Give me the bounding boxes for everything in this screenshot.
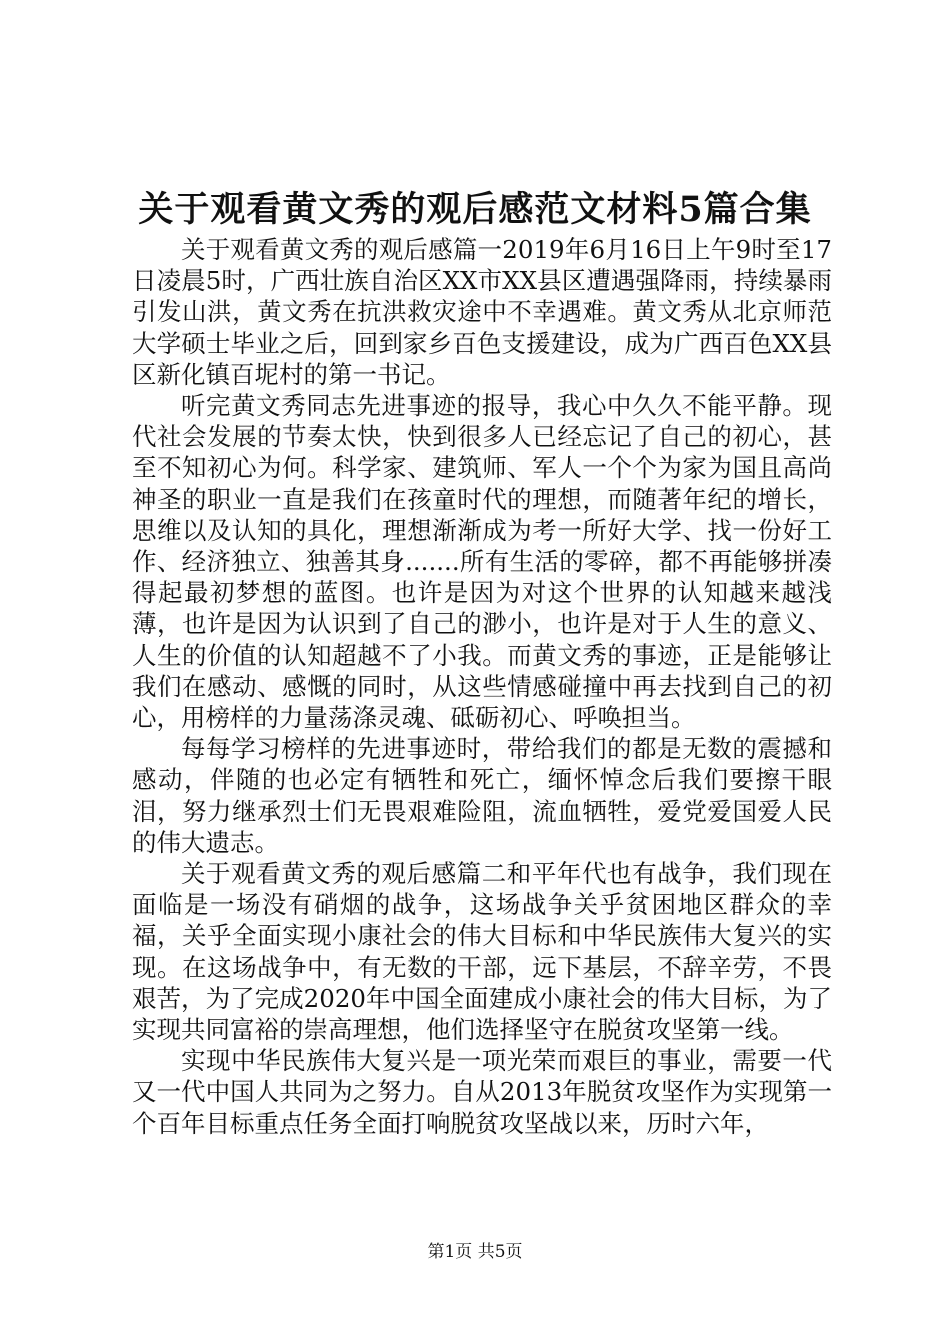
document-title: 关于观看黄文秀的观后感范文材料5篇合集 xyxy=(138,189,812,230)
paragraph-4: 关于观看黄文秀的观后感篇二和平年代也有战争，我们现在面临是一场没有硝烟的战争，这场战争关乎贫困地区群众的幸福，关乎全面实现小康社会的伟大目标和中华民族伟大复兴的实现。在这场战争中，有无数的干部，远下基层，不辞辛劳，不畏艰苦，为了完成2020年中国全面建成小康社会的伟大目标，为了实现共同富裕的崇高理想，他们选择坚守在脱贫攻坚第一线。 xyxy=(132,859,832,1045)
document-body xyxy=(132,234,832,1139)
page-number: 第1页 共5页 xyxy=(427,1242,523,1262)
paragraph-3: 每每学习榜样的先进事迹时，带给我们的都是无数的震撼和感动，伴随的也必定有牺牲和死亡，缅怀悼念后我们要擦干眼泪，努力继承烈士们无畏艰难险阻，流血牺牲，爱党爱国爱人民的伟大遗志。 xyxy=(132,734,832,857)
paragraph-1: 关于观看黄文秀的观后感篇一2019年6月16日上午9时至17日凌晨5时，广西壮族自治区XX市XX县区遭遇强降雨，持续暴雨引发山洪，黄文秀在抗洪救灾途中不幸遇难。黄文秀从北京师范大学硕士毕业之后，回到家乡百色支援建设，成为广西百色XX县区新化镇百坭村的第一书记。 xyxy=(132,235,832,389)
paragraph-5: 实现中华民族伟大复兴是一项光荣而艰巨的事业，需要一代又一代中国人共同为之努力。自从2013年脱贫攻坚作为实现第一个百年目标重点任务全面打响脱贫攻坚战以来，历时六年， xyxy=(132,1046,832,1138)
paragraph-2: 听完黄文秀同志先进事迹的报导，我心中久久不能平静。现代社会发展的节奏太快，快到很多人已经忘记了自己的初心，甚至不知初心为何。科学家、建筑师、军人一个个为家为国且高尚神圣的职业一直是我们在孩童时代的理想，而随著年纪的增长，思维以及认知的具化，理想渐渐成为考一所好大学、找一份好工作、经济独立、独善其身.......所有生活的零碎，都不再能够拼凑得起最初梦想的蓝图。也许是因为对这个世界的认知越来越浅薄，也许是因为认识到了自己的渺小，也许是对于人生的意义、人生的价值的认知超越不了小我。而黄文秀的事迹，正是能够让我们在感动、感慨的同时，从这些情感碰撞中再去找到自己的初心，用榜样的力量荡涤灵魂、砥砺初心、呼唤担当。 xyxy=(132,391,832,733)
